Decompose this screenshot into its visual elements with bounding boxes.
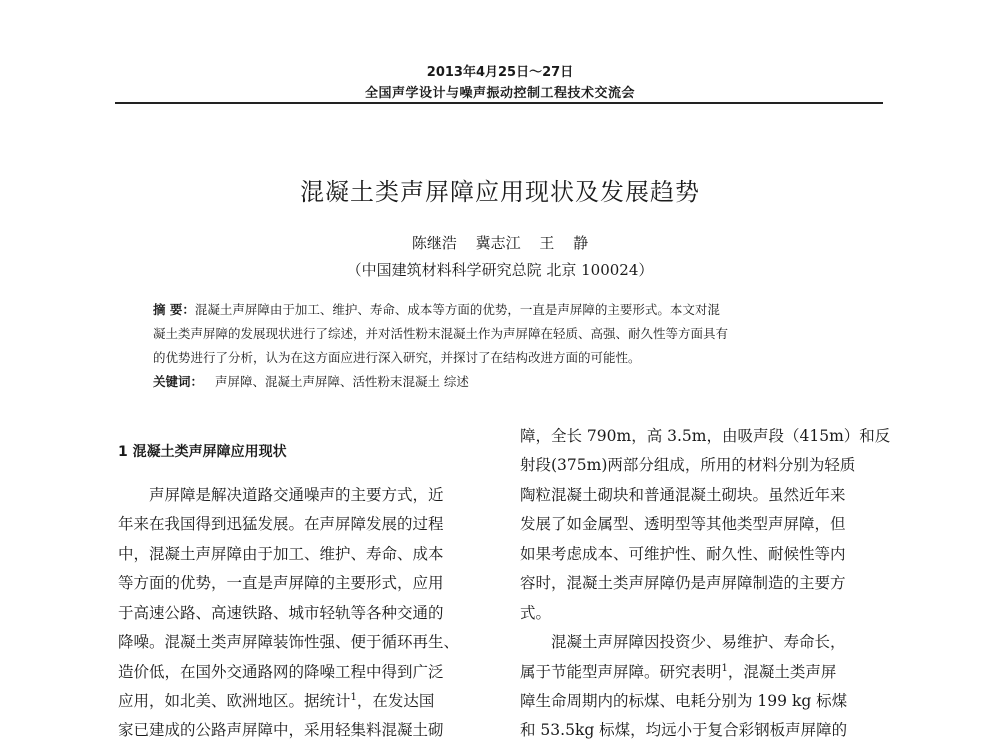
- affiliation: （中国建筑材料科学研究总院 北京 100024）: [346, 261, 654, 279]
- keywords-label: 关键词：: [153, 374, 204, 389]
- right-body-line: 障，全长 790m，高 3.5m，由吸声段（415m）和反: [520, 427, 891, 445]
- paper-title: 混凝土类声屏障应用现状及发展趋势: [300, 178, 700, 206]
- conference-name: 全国声学设计与噪声振动控制工程技术交流会: [364, 86, 635, 101]
- left-body-line: 家已建成的公路声屏障中，采用轻集料混凝土砌: [118, 721, 444, 739]
- section-heading: 1 混凝土类声屏障应用现状: [118, 444, 287, 460]
- abstract-label: 摘 要：: [153, 302, 195, 317]
- left-body-line: 年来在我国得到迅猛发展。在声屏障发展的过程: [118, 515, 444, 533]
- keywords-line: [153, 370, 853, 394]
- right-body-line: 式。: [520, 604, 552, 622]
- right-body-line: 如果考虑成本、可维护性、耐久性、耐候性等内: [520, 545, 846, 563]
- right-body-line: 容时，混凝土类声屏障仍是声屏障制造的主要方: [520, 574, 846, 592]
- keywords-text: 声屏障、混凝土声屏障、活性粉末混凝土 综述: [214, 374, 469, 389]
- left-body-line: 于高速公路、高速铁路、城市轻轨等各种交通的: [118, 604, 444, 622]
- left-body-line: 声屏障是解决道路交通噪声的主要方式，近: [118, 486, 444, 504]
- abstract-line-1: 摘 要：混凝土声屏障由于加工、维护、寿命、成本等方面的优势，一直是声屏障的主要形式。本文对混: [153, 302, 720, 317]
- left-body-line: 降噪。混凝土类声屏障装饰性强、便于循环再生、: [118, 633, 460, 651]
- left-body-line: 造价低，在国外交通路网的降噪工程中得到广泛: [118, 663, 444, 681]
- authors: 陈继浩 冀志江 王 静: [411, 234, 589, 252]
- right-body-line: 障生命周期内的标煤、电耗分别为 199 kg 标煤: [520, 692, 848, 710]
- left-body-line: 应用，如北美、欧洲地区。据统计$^1$，在发达国: [118, 691, 435, 710]
- right-body-line: 混凝土声屏障因投资少、易维护、寿命长，: [520, 633, 846, 651]
- left-body-line: 等方面的优势，一直是声屏障的主要形式，应用: [118, 574, 444, 592]
- right-body-line: 属于节能型声屏障。研究表明$^1$，混凝土类声屏: [520, 662, 837, 681]
- citation-ref: 1: [721, 662, 728, 674]
- abstract-line-3: 的优势进行了分析，认为在这方面应进行深入研究，并探讨了在结构改进方面的可能性。: [153, 350, 641, 365]
- citation-ref: 1: [350, 691, 357, 703]
- conference-date: 2013年4月25日～27日: [426, 65, 574, 80]
- abstract-line-2: 凝土类声屏障的发展现状进行了综述，并对活性粉末混凝土作为声屏障在轻质、高强、耐久性等方面具有: [153, 326, 729, 341]
- header-rule: [115, 102, 883, 104]
- right-body-line: 陶粒混凝土砌块和普通混凝土砌块。虽然近年来: [520, 486, 846, 504]
- left-body-line: 中，混凝土声屏障由于加工、维护、寿命、成本: [118, 545, 444, 563]
- right-body-line: 射段(375m)两部分组成，所用的材料分别为轻质: [520, 456, 856, 474]
- right-body-line: 发展了如金属型、透明型等其他类型声屏障，但: [520, 515, 846, 533]
- right-body-line: 和 53.5kg 标煤，均远小于复合彩钢板声屏障的: [520, 721, 848, 739]
